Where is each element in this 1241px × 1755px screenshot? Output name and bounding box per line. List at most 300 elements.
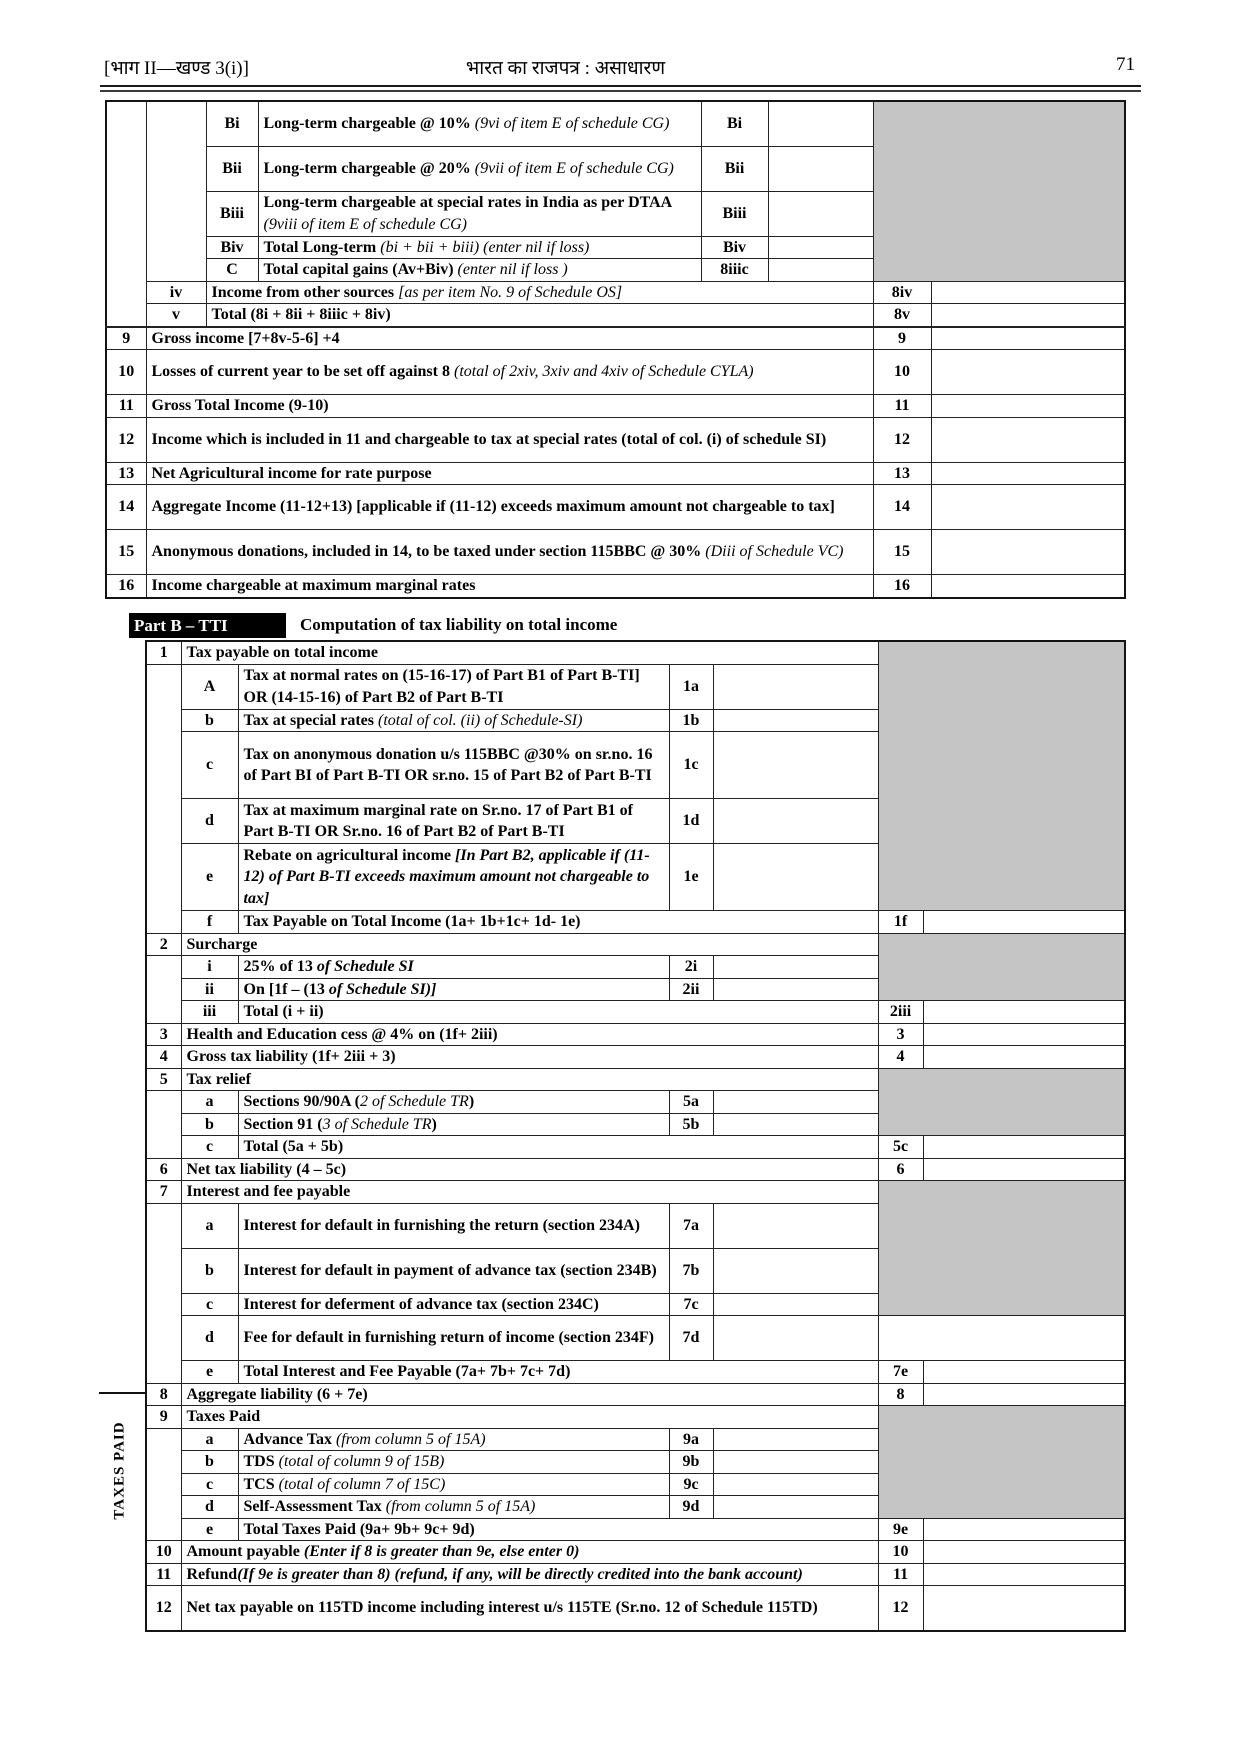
row-code-cell	[669, 1496, 713, 1519]
text-segment: 5	[159, 1070, 168, 1088]
text-segment: Biv	[220, 238, 244, 256]
text-segment: ii	[205, 980, 214, 998]
row-number-cell	[146, 1541, 181, 1564]
text-segment: Net Agricultural income for rate purpose	[151, 464, 432, 482]
row-code-cell	[669, 956, 713, 979]
amount-value-cell	[923, 1361, 1125, 1384]
row-number-cell	[106, 395, 146, 418]
text-segment: )	[468, 1093, 475, 1110]
text-segment: c	[205, 1475, 214, 1493]
row-label-cell	[181, 1518, 238, 1541]
amount-value-cell	[713, 799, 878, 844]
amount-value-cell	[768, 259, 873, 282]
text-segment: (9vii of item E of schedule CG)	[474, 159, 674, 177]
table-row	[106, 327, 1125, 350]
section-title-cell	[181, 1181, 878, 1204]
text-segment: c	[205, 1138, 214, 1155]
text-segment: 13	[894, 464, 910, 482]
amount-value-cell	[931, 281, 1125, 304]
row-label-cell	[146, 304, 206, 327]
text-segment: (Enter if 8 is greater than 9e, else enter 0)	[303, 1543, 580, 1560]
amount-value-cell	[713, 1091, 878, 1114]
text-segment: (total of column 9 of 15B)	[278, 1453, 445, 1470]
shaded-cell	[873, 101, 1125, 281]
taxes-paid-sidebar	[96, 1398, 144, 1542]
row-label-cell	[181, 1451, 238, 1474]
amount-value-cell	[923, 1001, 1125, 1024]
amount-value-cell	[713, 1113, 878, 1136]
row-label-cell	[181, 1001, 238, 1024]
text-segment: Long-term chargeable @ 10%	[263, 115, 475, 132]
amount-value-cell	[713, 1248, 878, 1293]
row-description-cell	[146, 350, 873, 395]
text-segment: (total of 2xiv, 3xiv and 4xiv of Schedule CYLA)	[453, 363, 754, 381]
row-label-cell	[206, 236, 258, 259]
text-segment: 14	[118, 498, 135, 516]
amount-value-cell	[931, 485, 1125, 530]
text-segment: [as per item No. 9 of Schedule OS]	[398, 283, 623, 301]
row-label-cell	[206, 101, 258, 146]
table-row	[146, 1316, 1125, 1361]
shaded-cell	[878, 1068, 1125, 1136]
amount-value-cell	[713, 1473, 878, 1496]
text-segment: 3	[159, 1025, 168, 1043]
row-code-cell	[669, 1091, 713, 1114]
text-segment: Net tax liability (4 – 5c)	[186, 1160, 347, 1178]
text-segment: Biii	[722, 204, 747, 222]
row-description-cell	[146, 417, 873, 462]
text-segment: 7e	[892, 1363, 909, 1380]
text-segment: (9viii of item E of schedule CG)	[263, 215, 468, 233]
text-segment: of Schedule SI	[316, 958, 414, 975]
text-segment: Tax relief	[186, 1070, 251, 1088]
text-segment: 12	[894, 430, 910, 448]
row-number-cell	[146, 1383, 181, 1406]
row-description-cell	[181, 1158, 878, 1181]
amount-value-cell	[923, 1563, 1125, 1586]
row-description-cell	[238, 1293, 669, 1316]
text-segment: (from column 5 of 15A)	[335, 1430, 486, 1448]
spacer-cell	[146, 1091, 181, 1159]
amount-value-cell	[768, 101, 873, 146]
text-segment: A	[203, 677, 216, 695]
row-description-cell	[238, 911, 878, 934]
table-row	[146, 911, 1125, 934]
amount-value-cell	[931, 304, 1125, 327]
row-code-cell	[878, 1361, 923, 1384]
text-segment: Bii	[724, 159, 745, 177]
table-row	[146, 1158, 1125, 1181]
amount-value-cell	[713, 709, 878, 732]
row-code-cell	[873, 485, 931, 530]
text-segment: Interest for default in payment of advance tax (section 234B)	[243, 1261, 657, 1279]
part-b-tti-title: Computation of tax liability on total income	[300, 615, 618, 634]
text-segment: Bi	[224, 115, 240, 132]
amount-value-cell	[713, 956, 878, 979]
row-label-cell	[181, 1136, 238, 1159]
row-label-cell	[181, 1091, 238, 1114]
row-description-cell	[238, 1496, 669, 1519]
table-row	[146, 1046, 1125, 1069]
shaded-cell	[878, 933, 1125, 1001]
text-segment: Health and Education cess @ 4% on (1f+ 2iii)	[186, 1025, 498, 1043]
row-description-cell	[146, 462, 873, 485]
text-segment: 10	[118, 363, 135, 381]
spacer-cell	[146, 101, 206, 281]
row-label-cell	[181, 1316, 238, 1361]
row-description-cell	[146, 327, 873, 350]
row-code-cell	[873, 304, 931, 327]
amount-value-cell	[713, 1496, 878, 1519]
shaded-cell	[878, 641, 1125, 911]
table-row	[146, 641, 1125, 664]
row-code-cell	[878, 1586, 923, 1631]
text-segment: a	[205, 1216, 214, 1234]
text-segment: (9vi of item E of schedule CG)	[474, 115, 670, 132]
text-segment: Bi	[726, 115, 743, 132]
row-label-cell	[206, 259, 258, 282]
text-segment: TDS	[243, 1453, 279, 1470]
text-segment: e	[205, 868, 214, 886]
text-segment: (total of col. (ii) of Schedule-SI)	[378, 711, 583, 729]
text-segment: 10	[894, 363, 910, 381]
table-row	[106, 417, 1125, 462]
row-number-cell	[106, 462, 146, 485]
text-segment: Gross income [7+8v-5-6] +4	[151, 329, 340, 347]
row-description-cell	[238, 844, 669, 911]
amount-value-cell	[931, 327, 1125, 350]
text-segment: 15	[894, 543, 910, 561]
row-code-cell	[669, 1203, 713, 1248]
row-code-cell	[669, 1316, 713, 1361]
amount-value-cell	[923, 1383, 1125, 1406]
amount-value-cell	[768, 146, 873, 191]
table-row	[146, 1181, 1125, 1204]
row-code-cell	[701, 101, 768, 146]
spacer-cell	[146, 1428, 181, 1541]
row-description-cell	[238, 1473, 669, 1496]
text-segment: 7b	[682, 1261, 700, 1279]
row-code-cell	[873, 281, 931, 304]
row-label-cell	[181, 799, 238, 844]
amount-value-cell	[923, 1518, 1125, 1541]
text-segment: of Schedule SI)]	[328, 980, 437, 998]
shaded-cell	[878, 1181, 1125, 1316]
row-label-cell	[181, 1248, 238, 1293]
row-label-cell	[181, 732, 238, 799]
amount-value-cell	[931, 350, 1125, 395]
table-row	[146, 1563, 1125, 1586]
row-description-cell	[146, 395, 873, 418]
row-code-cell	[701, 259, 768, 282]
text-segment: Tax on anonymous donation u/s 115BBC @30% on sr.no. 16 of Part BI of Part B-TI OR sr.no. 15 of Part B2 of Part B-TI	[243, 745, 653, 784]
row-code-cell	[873, 327, 931, 350]
row-label-cell	[181, 1113, 238, 1136]
text-segment: 14	[894, 498, 910, 516]
text-segment: Sections 90/90A (	[243, 1093, 360, 1110]
table-row	[146, 1383, 1125, 1406]
header-gazette-title: भारत का राजपत्र : असाधारण	[465, 58, 666, 79]
text-segment: i	[207, 958, 212, 975]
row-code-cell	[669, 1428, 713, 1451]
text-segment: 16	[118, 577, 135, 594]
text-segment: 3	[896, 1025, 905, 1043]
row-label-cell	[181, 911, 238, 934]
row-description-cell	[238, 956, 669, 979]
row-label-cell	[206, 191, 258, 236]
text-segment: [In Part B2, applicable if (11-12) of Part B-TI exceeds maximum amount not chargeable to tax]	[243, 846, 650, 907]
text-segment: 11	[894, 397, 910, 414]
row-description-cell	[258, 191, 701, 236]
row-number-cell	[146, 933, 181, 956]
row-description-cell	[181, 1541, 878, 1564]
row-code-cell	[669, 664, 713, 709]
row-code-cell	[701, 236, 768, 259]
text-segment: 1b	[682, 711, 700, 729]
text-segment: 12	[155, 1599, 172, 1616]
table-row	[146, 1586, 1125, 1631]
text-segment: Total Taxes Paid (9a+ 9b+ 9c+ 9d)	[243, 1520, 475, 1538]
text-segment: Tax payable on total income	[186, 644, 378, 661]
text-segment: Losses of current year to be set off against 8	[151, 363, 454, 381]
text-segment: a	[205, 1430, 214, 1448]
text-segment: e	[205, 1520, 214, 1538]
row-code-cell	[669, 844, 713, 911]
tax-liability-table	[145, 640, 1126, 1632]
row-description-cell	[238, 1091, 669, 1114]
row-description-cell	[238, 1248, 669, 1293]
row-description-cell	[238, 1518, 878, 1541]
table-row	[146, 933, 1125, 956]
part-b-tti-label: Part B – TTI	[129, 613, 286, 638]
table-row	[146, 1406, 1125, 1429]
text-segment: Long-term chargeable @ 20%	[263, 159, 475, 177]
text-segment: 1e	[683, 868, 699, 886]
text-segment: (from column 5 of 15A)	[385, 1498, 536, 1515]
amount-value-cell	[713, 844, 878, 911]
text-segment: Gross Total Income (9-10)	[151, 397, 329, 414]
text-segment: 7d	[682, 1329, 700, 1347]
text-segment: Net tax payable on 115TD income including interest u/s 115TE (Sr.no. 12 of Schedule 115TD)	[186, 1599, 818, 1616]
row-code-cell	[669, 1451, 713, 1474]
text-segment: 6	[159, 1160, 168, 1178]
row-code-cell	[878, 1541, 923, 1564]
row-code-cell	[878, 911, 923, 934]
row-description-cell	[238, 1316, 669, 1361]
table-row	[146, 1518, 1125, 1541]
text-segment: a	[205, 1093, 214, 1110]
row-description-cell	[238, 1361, 878, 1384]
text-segment: d	[205, 1498, 214, 1515]
text-segment: 9	[122, 329, 131, 347]
row-description-cell	[238, 1451, 669, 1474]
taxes-paid-vertical-label: TAXES PAID	[111, 1420, 128, 1520]
text-segment: Biii	[219, 204, 244, 222]
amount-value-cell	[713, 1316, 878, 1361]
row-code-cell	[878, 1023, 923, 1046]
text-segment: Amount payable	[186, 1543, 304, 1560]
row-label-cell	[181, 1473, 238, 1496]
table-row	[146, 1023, 1125, 1046]
text-segment: 11	[892, 1565, 909, 1583]
table-row	[106, 304, 1125, 327]
text-segment: 9	[898, 329, 906, 347]
amount-value-cell	[923, 1046, 1125, 1069]
text-segment: 9d	[682, 1498, 700, 1515]
section-title-cell	[181, 933, 878, 956]
text-segment: v	[172, 306, 180, 323]
text-segment: 2	[159, 935, 168, 953]
text-segment: (Diii of Schedule VC)	[705, 543, 844, 561]
text-segment: Total Interest and Fee Payable (7a+ 7b+ 7c+ 7d)	[243, 1363, 571, 1380]
row-number-cell	[146, 1563, 181, 1586]
row-code-cell	[878, 1383, 923, 1406]
row-code-cell	[669, 1113, 713, 1136]
row-code-cell	[701, 191, 768, 236]
text-segment: c	[205, 756, 214, 774]
page-number: 71	[1116, 54, 1135, 75]
row-description-cell	[181, 1046, 878, 1069]
amount-value-cell	[713, 1428, 878, 1451]
row-description-cell	[258, 101, 701, 146]
table-row	[146, 1136, 1125, 1159]
text-segment: f	[206, 913, 213, 930]
text-segment: 9	[159, 1408, 168, 1425]
text-segment: 5c	[892, 1138, 909, 1155]
amount-value-cell	[923, 911, 1125, 934]
text-segment: 1a	[683, 677, 699, 695]
row-number-cell	[106, 575, 146, 598]
row-label-cell	[181, 1361, 238, 1384]
row-description-cell	[181, 1563, 878, 1586]
text-segment: 6	[896, 1160, 905, 1178]
text-segment: Advance Tax	[243, 1430, 336, 1448]
text-segment: c	[205, 1295, 214, 1313]
row-code-cell	[873, 395, 931, 418]
row-description-cell	[238, 799, 669, 844]
amount-value-cell	[923, 1158, 1125, 1181]
text-segment: C	[226, 261, 238, 278]
text-segment: Long-term chargeable at special rates in India as per DTAA	[263, 194, 672, 211]
row-label-cell	[181, 956, 238, 979]
text-segment: Income chargeable at maximum marginal rates	[151, 577, 476, 594]
text-segment: 1d	[682, 812, 700, 830]
amount-value-cell	[931, 417, 1125, 462]
section-title-cell	[181, 641, 878, 664]
row-label-cell	[181, 1203, 238, 1248]
text-segment: (enter nil if loss )	[457, 261, 568, 278]
text-segment: Aggregate Income (11-12+13) [applicable if (11-12) exceeds maximum amount not chargeable to tax]	[151, 498, 835, 516]
text-segment: d	[205, 812, 214, 830]
row-description-cell	[181, 1023, 878, 1046]
row-code-cell	[878, 1001, 923, 1024]
table-row	[106, 395, 1125, 418]
row-code-cell	[878, 1518, 923, 1541]
row-label-cell	[181, 978, 238, 1001]
row-label-cell	[181, 844, 238, 911]
text-segment: 11	[118, 397, 134, 414]
row-code-cell	[878, 1136, 923, 1159]
text-segment: On [1f – (13	[243, 980, 329, 998]
text-segment: b	[205, 1261, 214, 1279]
text-segment: Gross tax liability (1f+ 2iii + 3)	[186, 1048, 396, 1065]
text-segment: (If 9e is greater than 8) (refund, if any, will be directly credited into the bank account)	[237, 1565, 803, 1583]
row-number-cell	[146, 641, 181, 664]
text-segment: Taxes Paid	[186, 1408, 261, 1425]
row-label-cell	[181, 1293, 238, 1316]
text-segment: e	[205, 1363, 214, 1380]
row-number-cell	[146, 1406, 181, 1429]
text-segment: Section 91 (	[243, 1115, 323, 1133]
amount-value-cell	[713, 978, 878, 1001]
row-code-cell	[873, 462, 931, 485]
text-segment: 2 of Schedule TR	[359, 1093, 469, 1110]
amount-value-cell	[768, 236, 873, 259]
amount-value-cell	[713, 732, 878, 799]
spacer-cell	[146, 956, 181, 1024]
text-segment: 8v	[894, 306, 910, 323]
row-number-cell	[146, 1586, 181, 1631]
text-segment: 8	[896, 1385, 905, 1403]
row-description-cell	[238, 1001, 878, 1024]
spacer-cell	[106, 101, 146, 327]
table-row	[106, 530, 1125, 575]
row-number-cell	[106, 530, 146, 575]
shaded-cell	[878, 1406, 1125, 1519]
amount-value-cell	[713, 1203, 878, 1248]
row-description-cell	[238, 1113, 669, 1136]
text-segment: 1f	[893, 913, 908, 930]
table-row	[146, 1001, 1125, 1024]
row-code-cell	[669, 1248, 713, 1293]
row-code-cell	[873, 530, 931, 575]
row-description-cell	[206, 304, 873, 327]
row-number-cell	[106, 417, 146, 462]
table-row	[106, 350, 1125, 395]
text-segment: Self-Assessment Tax	[243, 1498, 386, 1515]
text-segment: 8iiic	[720, 261, 749, 278]
amount-value-cell	[923, 1136, 1125, 1159]
text-segment: Aggregate liability (6 + 7e)	[186, 1385, 368, 1403]
amount-value-cell	[923, 1023, 1125, 1046]
row-code-cell	[873, 417, 931, 462]
text-segment: 7c	[683, 1295, 699, 1313]
spacer-cell	[146, 1203, 181, 1383]
amount-value-cell	[931, 530, 1125, 575]
row-label-cell	[181, 1428, 238, 1451]
text-segment: Total capital gains (Av+Biv)	[263, 261, 458, 278]
amount-value-cell	[768, 191, 873, 236]
row-code-cell	[878, 1563, 923, 1586]
row-code-cell	[669, 1473, 713, 1496]
text-segment: Surcharge	[186, 935, 258, 953]
text-segment: 2iii	[889, 1003, 912, 1020]
income-computation-table	[105, 100, 1126, 599]
amount-value-cell	[931, 575, 1125, 598]
text-segment: Income from other sources	[211, 283, 399, 301]
row-description-cell	[181, 1586, 878, 1631]
text-segment: 9e	[892, 1520, 909, 1538]
text-segment: Tax at normal rates on (15-16-17) of Part B1 of Part B-TI] OR (14-15-16) of Part B2 of Part B-TI	[243, 667, 640, 706]
text-segment: 12	[118, 430, 135, 448]
table-row	[146, 1068, 1125, 1091]
text-segment: 1	[159, 644, 168, 661]
text-segment: 4	[896, 1048, 905, 1065]
row-description-cell	[238, 732, 669, 799]
text-segment: )	[431, 1115, 437, 1133]
row-description-cell	[181, 1383, 878, 1406]
text-segment: Income which is included in 11 and chargeable to tax at special rates (total of col. (i) of schedule SI)	[151, 430, 827, 448]
